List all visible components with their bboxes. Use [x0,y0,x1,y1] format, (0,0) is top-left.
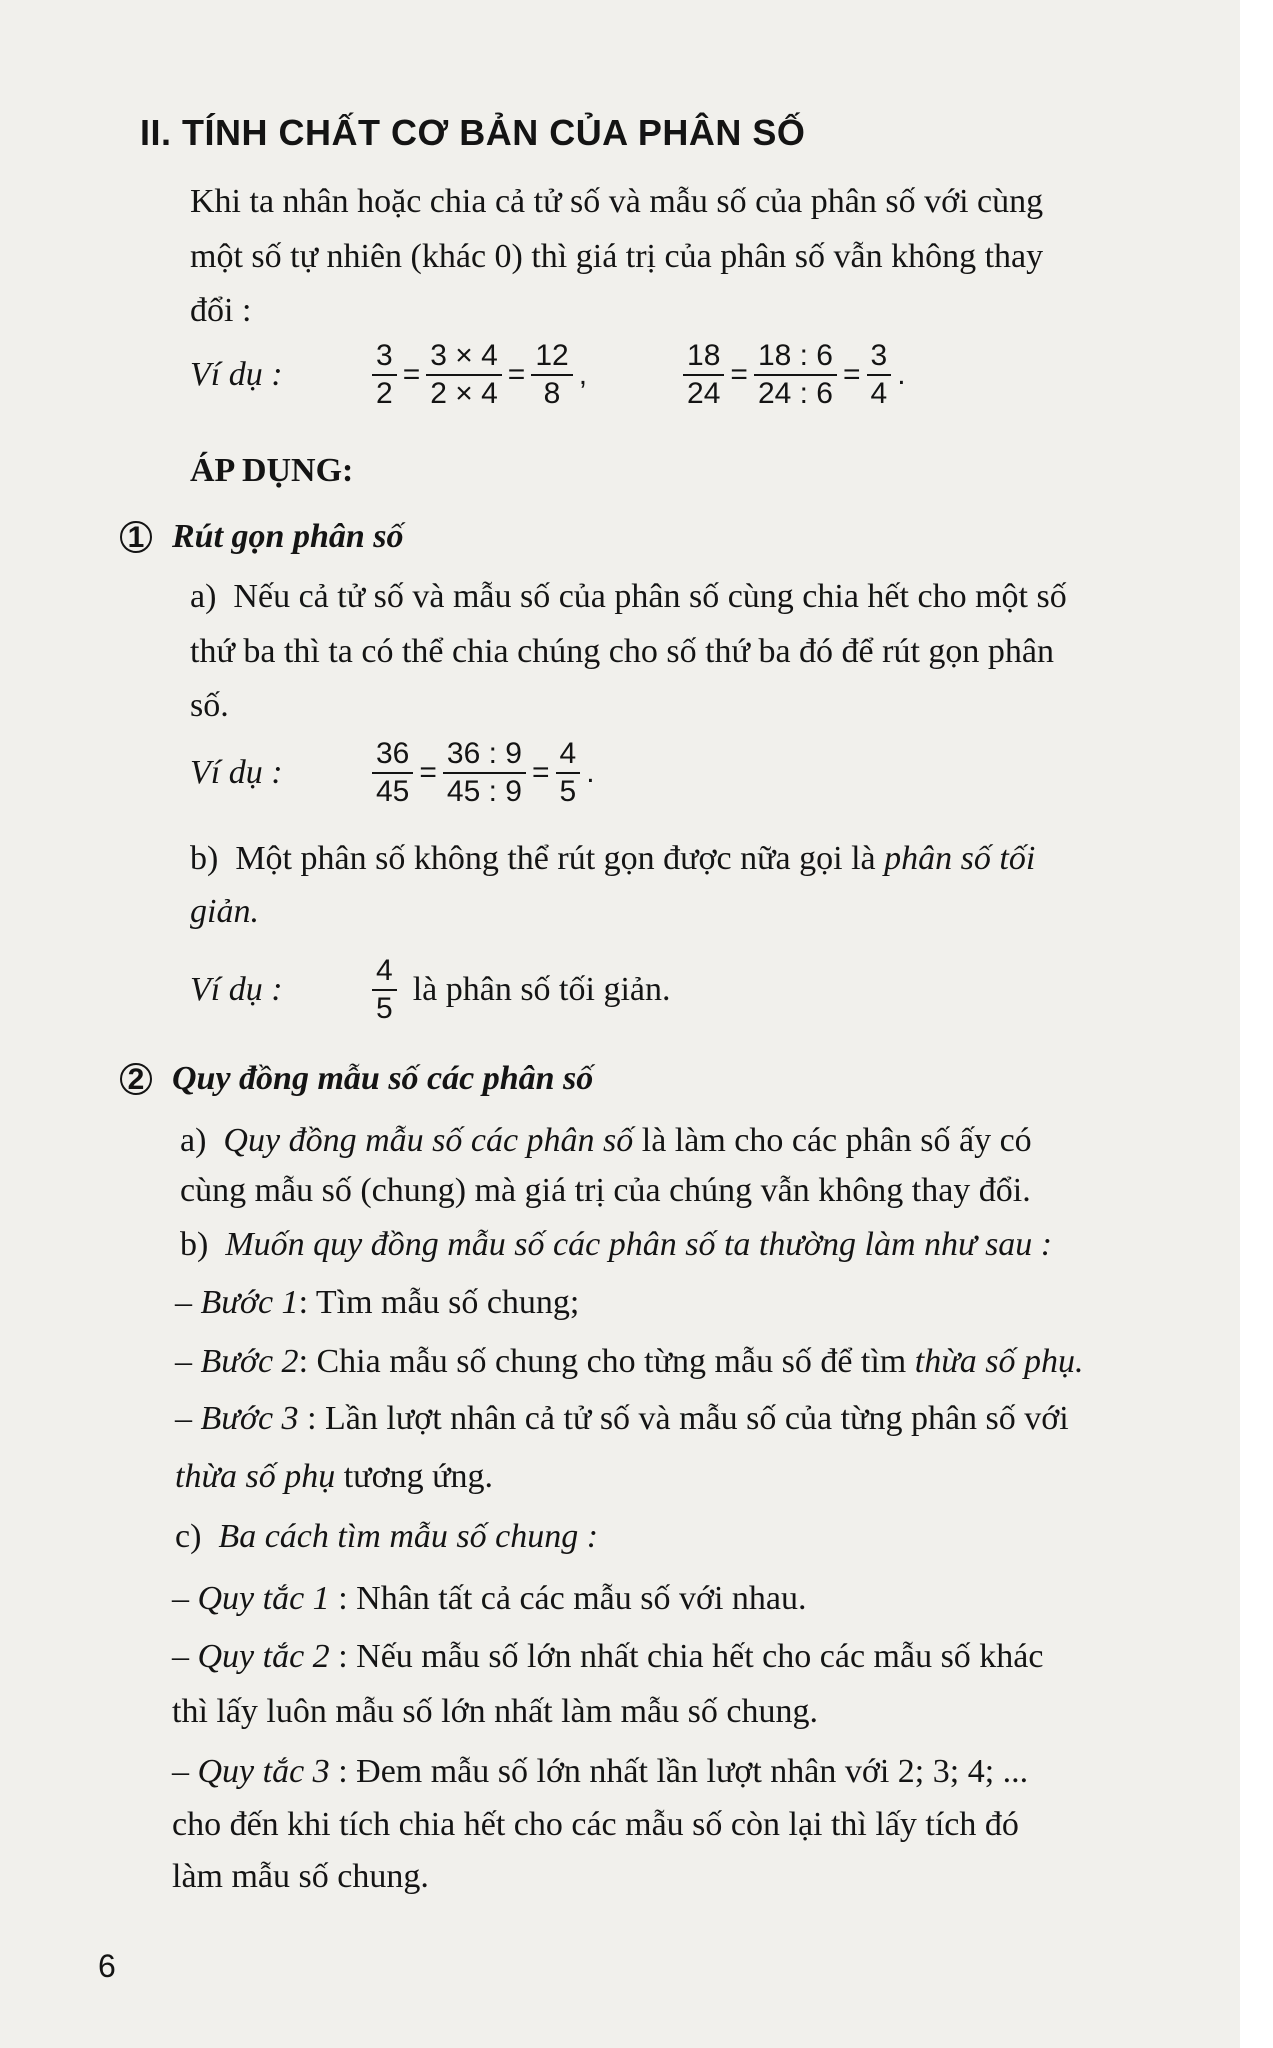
property-line-1: Khi ta nhân hoặc chia cả tử số và mẫu số của phân số với cùng [190,183,1044,220]
fraction: $\frac{18}{24}$ [683,338,724,412]
cd-step-3-line-2: thừa số phụ tương ứng. [175,1458,494,1495]
cd-step-2: – Bước 2: Chia mẫu số chung cho từng mẫu số để tìm thừa số phụ. [175,1343,1084,1380]
cd-a-line-1: a) Quy đồng mẫu số các phân số là làm cho các phân số ấy có [180,1122,1032,1159]
fraction: $\frac{18 : 6}{24 : 6}$ [754,338,837,412]
common-denominator-heading: 2 Quy đồng mẫu số các phân số [120,1060,593,1098]
apply-heading: ÁP DỤNG: [190,452,354,489]
cd-a-line-2: cùng mẫu số (chung) mà giá trị của chúng vẫn không thay đổi. [180,1172,1031,1209]
cd-rule-1: – Quy tắc 1 : Nhân tất cả các mẫu số với nhau. [172,1580,807,1617]
cd-rule-2-line-2: thì lấy luôn mẫu số lớn nhất làm mẫu số chung. [172,1693,818,1730]
example-label: Ví dụ : [190,356,283,393]
fraction: $\frac{4}{5}$ [556,736,581,810]
page-number: 6 [98,1948,116,1984]
cd-step-1: – Bước 1: Tìm mẫu số chung; [175,1284,580,1321]
circled-number: 2 [120,1063,152,1095]
fraction: $\frac{36 : 9}{45 : 9}$ [443,736,526,810]
fraction: $\frac{3 \times 4}{2 \times 4}$ [426,338,502,412]
reduce-b-line-1: b) Một phân số không thể rút gọn được nữa gọi là phân số tối [190,840,1036,877]
example-label: Ví dụ : [190,971,283,1008]
property-example: Ví dụ : $\frac{3}{2}$ = $\frac{3 \times 4}{2 \times 4}$ = $\frac{12}{8}$ , $\frac{18}{24}$ = $\frac{18 : 6}{24 : 6}$ = $\frac{3}{4}$ . [190,339,906,410]
cd-rule-3-line-1: – Quy tắc 3 : Đem mẫu số lớn nhất lần lượt nhân với 2; 3; 4; ... [172,1753,1029,1790]
page-edge [1240,0,1273,2048]
property-line-3: đổi : [190,292,252,329]
cd-step-3-line-1: – Bước 3 : Lần lượt nhân cả tử số và mẫu số của từng phân số với [175,1400,1069,1437]
reduce-example-2: Ví dụ : $\frac{4}{5}$ là phân số tối giản. [190,954,671,1025]
reduce-a-line-3: số. [190,687,229,724]
fraction: $\frac{4}{5}$ [372,953,397,1027]
reduce-example: Ví dụ : $\frac{36}{45}$ = $\frac{36 : 9}{45 : 9}$ = $\frac{4}{5}$ . [190,737,595,808]
example-label: Ví dụ : [190,754,283,791]
fraction: $\frac{12}{8}$ [531,338,572,412]
section-title: II. TÍNH CHẤT CƠ BẢN CỦA PHÂN SỐ [140,112,806,153]
reduce-heading: 1 Rút gọn phân số [120,518,404,556]
fraction: $\frac{36}{45}$ [372,736,413,810]
fraction: $\frac{3}{4}$ [867,338,892,412]
reduce-a-line-2: thứ ba thì ta có thể chia chúng cho số thứ ba đó để rút gọn phân [190,633,1054,670]
cd-rule-2-line-1: – Quy tắc 2 : Nếu mẫu số lớn nhất chia hết cho các mẫu số khác [172,1638,1044,1675]
cd-rule-3-line-2: cho đến khi tích chia hết cho các mẫu số còn lại thì lấy tích đó [172,1806,1019,1843]
cd-rule-3-line-3: làm mẫu số chung. [172,1858,429,1895]
fraction: $\frac{3}{2}$ [372,338,397,412]
reduce-b-line-2: giản. [190,893,259,930]
property-line-2: một số tự nhiên (khác 0) thì giá trị của phân số vẫn không thay [190,238,1044,275]
circled-number: 1 [120,521,152,553]
cd-b-line: b) Muốn quy đồng mẫu số các phân số ta thường làm như sau : [180,1226,1053,1263]
cd-c-line: c) Ba cách tìm mẫu số chung : [175,1518,599,1555]
reduce-a-line-1: a) Nếu cả tử số và mẫu số của phân số cùng chia hết cho một số [190,578,1067,615]
